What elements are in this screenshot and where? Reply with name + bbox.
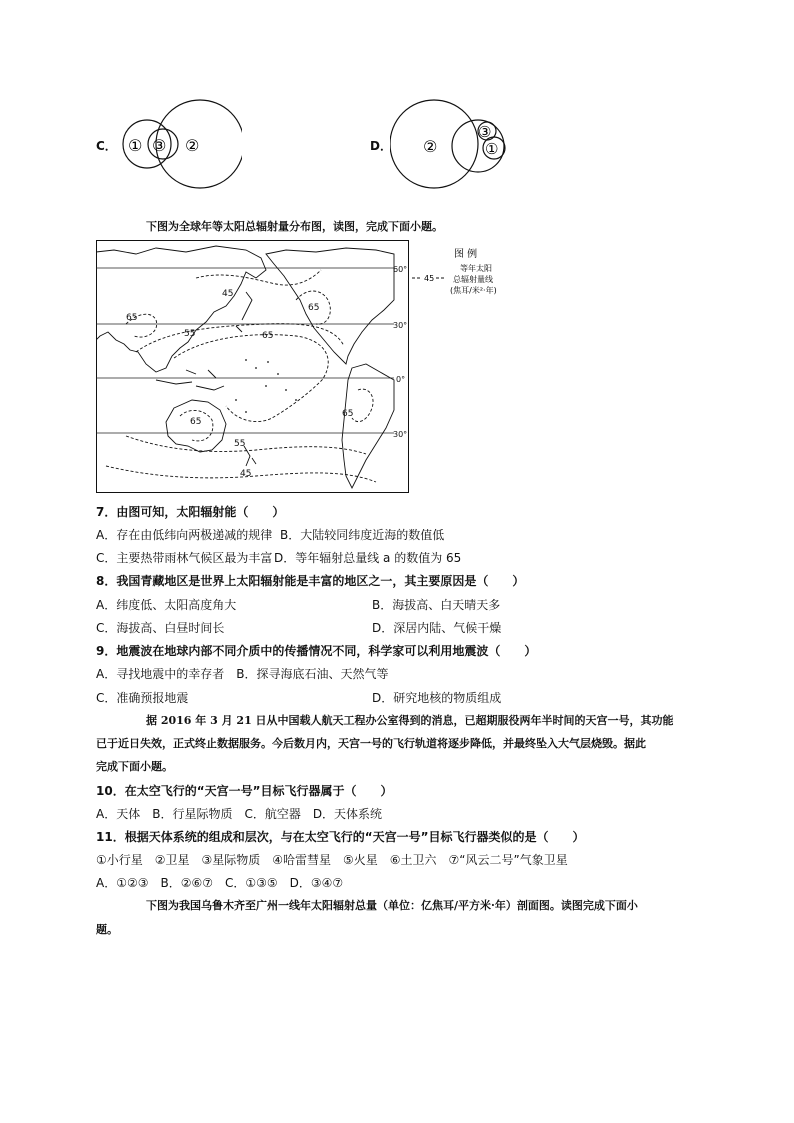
lat-label-30s: 30° bbox=[393, 430, 408, 439]
c-circle-2: ② bbox=[185, 136, 200, 155]
d-circle-3: ③ bbox=[478, 123, 492, 141]
contour-label-45-south: 45 bbox=[240, 469, 252, 479]
contour-label-55-south: 55 bbox=[234, 439, 246, 449]
contour-label-65-sa: 65 bbox=[342, 409, 354, 419]
q7-option-a: A．存在由低纬向两极递减的规律 bbox=[96, 528, 273, 542]
final-intro-line-1: 下图为我国乌鲁木齐至广州一线年太阳辐射总量（单位：亿焦耳/平方米·年）剖面图。读图完成下面小 bbox=[146, 899, 638, 912]
option-c-diagram bbox=[112, 98, 242, 190]
legend-desc-2: 总辐射量线 bbox=[453, 275, 493, 284]
contour-label-65-na: 65 bbox=[308, 303, 320, 313]
passage-line-2: 已于近日失效，正式终止数据服务。今后数月内，天宫一号的飞行轨道将逐步降低，并最终坠入大气层烧毁。据此 bbox=[96, 737, 646, 750]
q10-options: A．天体 B．行星际物质 C．航空器 D．天体系统 bbox=[96, 807, 383, 821]
q8-option-b: B．海拔高、白天晴天多 bbox=[372, 598, 501, 612]
contour-label-65-asia: 65 bbox=[126, 313, 138, 323]
d-circle-1: ① bbox=[485, 140, 499, 158]
legend-desc-3: (焦耳/米²·年) bbox=[450, 286, 497, 295]
d-circle-2: ② bbox=[423, 137, 438, 156]
lat-label-0: 0° bbox=[396, 375, 406, 384]
option-d-diagram bbox=[390, 98, 515, 192]
legend-line-value: 45 bbox=[424, 274, 435, 283]
q7-option-b: B．大陆较同纬度近海的数值低 bbox=[280, 528, 445, 542]
c-circle-1: ① bbox=[128, 136, 143, 155]
q9-option-c: C．准确预报地震 bbox=[96, 691, 189, 705]
q8-option-c: C．海拔高、白昼时间长 bbox=[96, 621, 225, 635]
map-intro: 下图为全球年等太阳总辐射量分布图，读图，完成下面小题。 bbox=[146, 220, 443, 233]
lat-label-30n: 30° bbox=[393, 321, 408, 330]
q7-stem: 7．由图可知，太阳辐射能（ ） bbox=[96, 505, 285, 519]
q11-stem: 11．根据天体系统的组成和层次，与在太空飞行的“天宫一号”目标飞行器类似的是（ ） bbox=[96, 830, 585, 844]
q7-option-c: C．主要热带雨林气候区最为丰富 bbox=[96, 551, 273, 565]
q11-options: A．①②③ B．②⑥⑦ C．①③⑤ D．③④⑦ bbox=[96, 876, 344, 890]
q9-stem: 9．地震波在地球内部不同介质中的传播情况不同，科学家可以利用地震波（ ） bbox=[96, 644, 537, 658]
contour-label-65-pacific: 65 bbox=[262, 331, 274, 341]
legend-title: 图 例 bbox=[454, 249, 478, 260]
contour-label-65-australia: 65 bbox=[190, 417, 202, 427]
final-intro-line-2: 题。 bbox=[96, 923, 118, 936]
lat-label-60n: 60° bbox=[393, 265, 408, 274]
passage-line-1: 据 2016 年 3 月 21 日从中国载人航天工程办公室得到的消息，已超期服役两年半时间的天宫一号，其功能 bbox=[146, 714, 674, 727]
passage-line-3: 完成下面小题。 bbox=[96, 760, 173, 773]
contour-label-55: 55 bbox=[184, 329, 196, 339]
map-frame bbox=[97, 241, 409, 493]
q7-option-d: D．等年辐射总量线 a 的数值为 65 bbox=[274, 551, 462, 565]
q11-items: ①小行星 ②卫星 ③星际物质 ④哈雷彗星 ⑤火星 ⑥土卫六 ⑦“风云二号”气象卫星 bbox=[96, 853, 568, 867]
q10-stem: 10．在太空飞行的“天宫一号”目标飞行器属于（ ） bbox=[96, 784, 393, 798]
q8-option-d: D．深居内陆、气候干燥 bbox=[372, 621, 502, 635]
q8-option-a: A．纬度低、太阳高度角大 bbox=[96, 598, 237, 612]
c-circle-3: ③ bbox=[152, 136, 167, 155]
contour-label-45-north: 45 bbox=[222, 289, 234, 299]
q8-stem: 8．我国青藏地区是世界上太阳辐射能是丰富的地区之一，其主要原因是（ ） bbox=[96, 574, 525, 588]
q9-option-ab: A．寻找地震中的幸存者 B．探寻海底石油、天然气等 bbox=[96, 667, 389, 681]
q9-option-d: D．研究地核的物质组成 bbox=[372, 691, 502, 705]
option-d-label: D． bbox=[370, 139, 392, 153]
solar-radiation-map bbox=[96, 240, 526, 494]
legend-desc-1: 等年太阳 bbox=[460, 264, 492, 273]
option-c-label: C． bbox=[96, 139, 117, 153]
